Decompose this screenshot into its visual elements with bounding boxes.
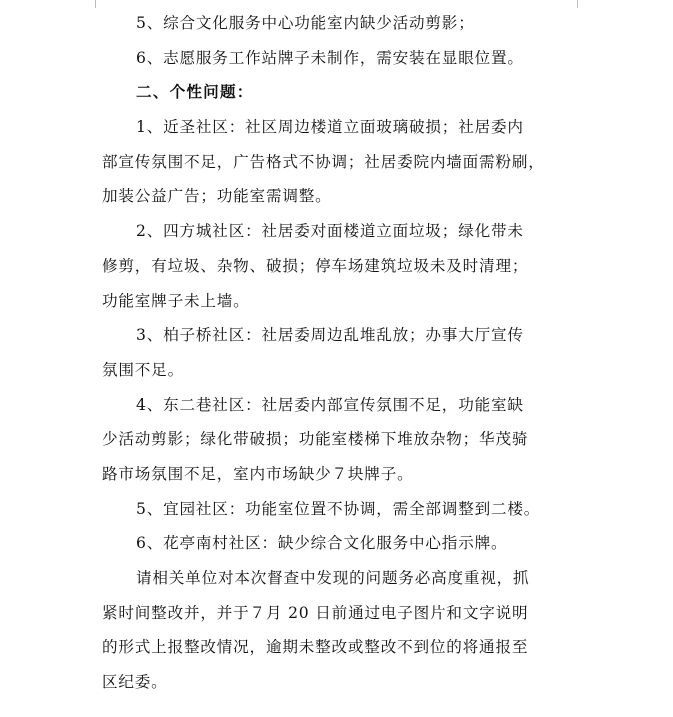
- paragraph-line: 部宣传氛围不足，广告格式不协调；社居委院内墙面需粉刷，: [102, 152, 545, 171]
- paragraph-line: 少活动剪影；绿化带破损；功能室楼梯下堆放杂物；华茂骑: [102, 430, 529, 449]
- paragraph-line: 6、花亭南村社区：缺少综合文化服务中心指示牌。: [136, 534, 508, 553]
- paragraph-line: 紧时间整改并，并于７月 20 日前通过电子图片和文字说明: [102, 603, 529, 622]
- paragraph-line: 请相关单位对本次督查中发现的问题务必高度重视，抓: [136, 569, 530, 587]
- paragraph-line: 5、宜园社区：功能室位置不协调，需全部调整到二楼。: [136, 499, 541, 518]
- document-body[interactable]: [102, 6, 574, 700]
- paragraph-line: 4、东二巷社区：社居委内部宣传氛围不足，功能室缺: [136, 395, 524, 414]
- paragraph-line: 6、志愿服务工作站牌子未制作，需安装在显眼位置。: [136, 48, 524, 67]
- paragraph-line: 功能室牌子未上墙。: [102, 291, 250, 310]
- paragraph-line: 修剪，有垃圾、杂物、破损；停车场建筑垃圾未及时清理；: [102, 256, 529, 275]
- paragraph-line: 氛围不足。: [102, 360, 184, 379]
- paragraph-line: 的形式上报整改情况，逾期未整改或整改不到位的将通报至: [102, 638, 529, 657]
- paragraph-line: 路市场氛围不足，室内市场缺少７块牌子。: [102, 464, 414, 483]
- paragraph-line: 区纪委。: [102, 673, 168, 692]
- paragraph-line: 3、柏子桥社区：社居委周边乱堆乱放；办事大厅宣传: [136, 326, 524, 345]
- paragraph-line: 加装公益广告；功能室需调整。: [102, 187, 332, 206]
- paragraph-line: 1、近圣社区：社区周边楼道立面玻璃破损；社居委内: [136, 118, 524, 137]
- paragraph-line: 2、四方城社区：社居委对面楼道立面垃圾；绿化带未: [136, 222, 524, 241]
- right-margin-marker: [577, 0, 578, 8]
- section-heading: 二、个性问题：: [136, 83, 254, 102]
- paragraph-line: 5、综合文化服务中心功能室内缺少活动剪影；: [136, 14, 475, 32]
- left-margin-marker: [95, 0, 96, 8]
